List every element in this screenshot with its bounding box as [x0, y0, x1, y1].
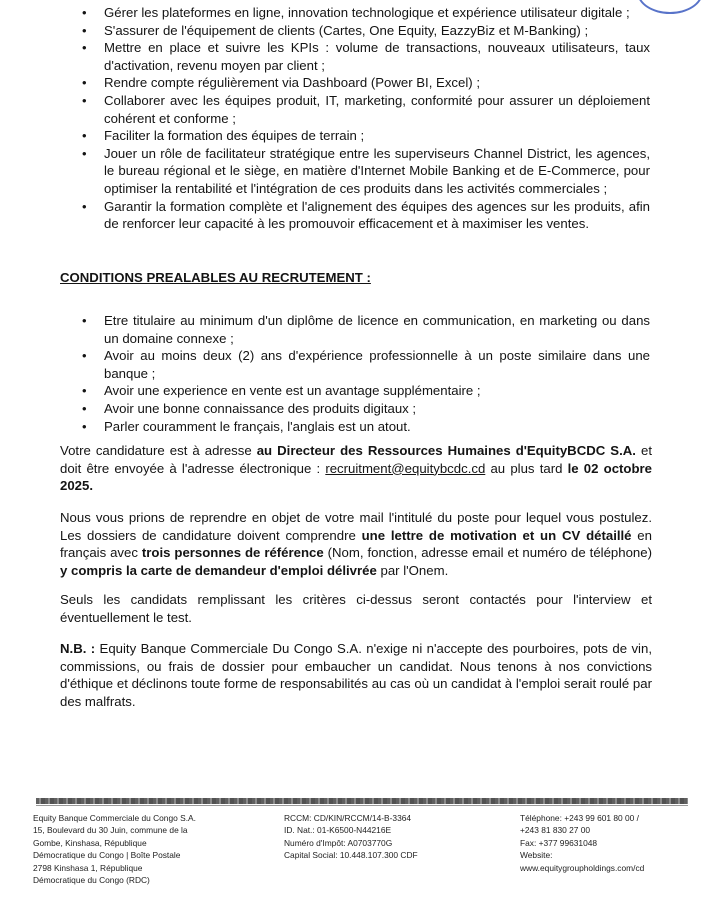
list-item: • Mettre en place et suivre les KPIs : volume de transactions, nouveaux utilisateurs, taux d'activation, revenu moyen par client ;	[82, 40, 650, 73]
footer-registration: RCCM: CD/KIN/RCCM/14-B-3364 ID. Nat.: 01-K6500-N44216E Numéro d'Impôt: A0703770G Capital Social: 10.448.107.300 CDF	[284, 813, 418, 861]
bullet-icon: •	[82, 198, 87, 214]
list-item: • Jouer un rôle de facilitateur stratégique entre les superviseurs Channel District, les agences, le bureau régional et le siège, en matière d'Internet Mobile Banking et de E-Commerce, pour optimiser la rentabilité et l'intégration de ces produits dans les activités commerciales ;	[82, 145, 650, 196]
list-item: • Rendre compte régulièrement via Dashboard (Power BI, Excel) ;	[82, 75, 481, 91]
bullet-icon: •	[82, 383, 87, 399]
website-link[interactable]: www.equitygroupholdings.com/cd	[520, 862, 645, 873]
bullet-icon: •	[82, 5, 87, 20]
bullet-icon: •	[82, 128, 87, 144]
bullet-icon: •	[82, 92, 87, 108]
list-item: • Avoir une experience en vente est un avantage supplémentaire ;	[82, 383, 481, 399]
bullet-icon: •	[82, 75, 87, 91]
bullet-icon: •	[82, 313, 87, 328]
list-item: • Parler couramment le français, l'anglais est un atout.	[82, 418, 411, 434]
bullet-icon: •	[82, 418, 87, 434]
bullet-icon: •	[82, 145, 87, 161]
conditions-list	[82, 312, 650, 435]
bullet-icon: •	[82, 22, 87, 38]
footer-divider	[36, 798, 688, 804]
responsibilities-list	[82, 4, 650, 233]
footer-divider-line	[36, 805, 688, 806]
list-item: • Garantir la formation complète et l'alignement des équipes des agences sur les produits, afin de renforcer leur capacité à les promouvoir efficacement et à maximiser les ventes.	[82, 198, 650, 232]
list-item: • Avoir une bonne connaissance des produits digitaux ;	[82, 400, 417, 416]
email-link[interactable]: recruitment@equitybcdc.cd	[325, 460, 486, 476]
bullet-icon: •	[82, 348, 87, 364]
section-heading: CONDITIONS PREALABLES AU RECRUTEMENT :	[60, 270, 371, 285]
instructions-paragraph: Nous vous prions de reprendre en objet de votre mail l'intitulé du poste pour lequel vous postulez. Les dossiers de candidature doivent comprendre une lettre de motivation et un CV détaillé en français avec trois personnes de référence (Nom, fonction, adresse email et numéro de téléphone) y compris la carte de demandeur d'emploi délivrée par l'Onem.	[60, 510, 652, 578]
selection-paragraph: Seuls les candidats remplissant les critères ci-dessus seront contactés pour l'interview et éventuellement le test.	[60, 592, 652, 625]
application-paragraph: Votre candidature est à adresse au Directeur des Ressources Humaines d'EquityBCDC S.A. et doit être envoyée à l'adresse électronique : recruitment@equitybcdc.cd au plus tard le 02 octobre 2025.	[60, 443, 652, 494]
nb-paragraph: N.B. : Equity Banque Commerciale Du Congo S.A. n'exige ni n'accepte des pourboires, pots de vin, commissions, ou frais de dossier pour embaucher un candidat. Nous tenons à nos convictions d'éthique et déclinons toute forme de responsabilités au cas où un candidat à l'emploi serait roulé par des malfrats.	[60, 641, 652, 709]
list-item: • Gérer les plateformes en ligne, innovation technologique et expérience utilisateur digitale ;	[82, 5, 630, 20]
bullet-icon: •	[82, 40, 87, 56]
list-item: • Faciliter la formation des équipes de terrain ;	[82, 128, 365, 144]
list-item: • Etre titulaire au minimum d'un diplôme de licence en communication, en marketing ou dans un domaine connexe ;	[82, 313, 650, 346]
list-item: • Collaborer avec les équipes produit, IT, marketing, conformité pour assurer un déploiement cohérent et conforme ;	[82, 92, 650, 126]
footer-contact: Téléphone: +243 99 601 80 00 / +243 81 830 27 00 Fax: +377 99631048 Website: www.equitygroupholdings.com/cd	[520, 812, 700, 874]
list-item: • S'assurer de l'équipement de clients (Cartes, One Equity, EazzyBiz et M-Banking) ;	[82, 22, 589, 38]
bullet-icon: •	[82, 400, 87, 416]
footer-address: Equity Banque Commerciale du Congo S.A. 15, Boulevard du 30 Juin, commune de la Gombe, Kinshasa, République Démocratique du Congo | Boîte Postale 2798 Kinshasa 1, République Démocratique du Congo (RDC)	[33, 813, 196, 886]
list-item: • Avoir au moins deux (2) ans d'expérience professionnelle à un poste similaire dans une banque ;	[82, 348, 650, 381]
